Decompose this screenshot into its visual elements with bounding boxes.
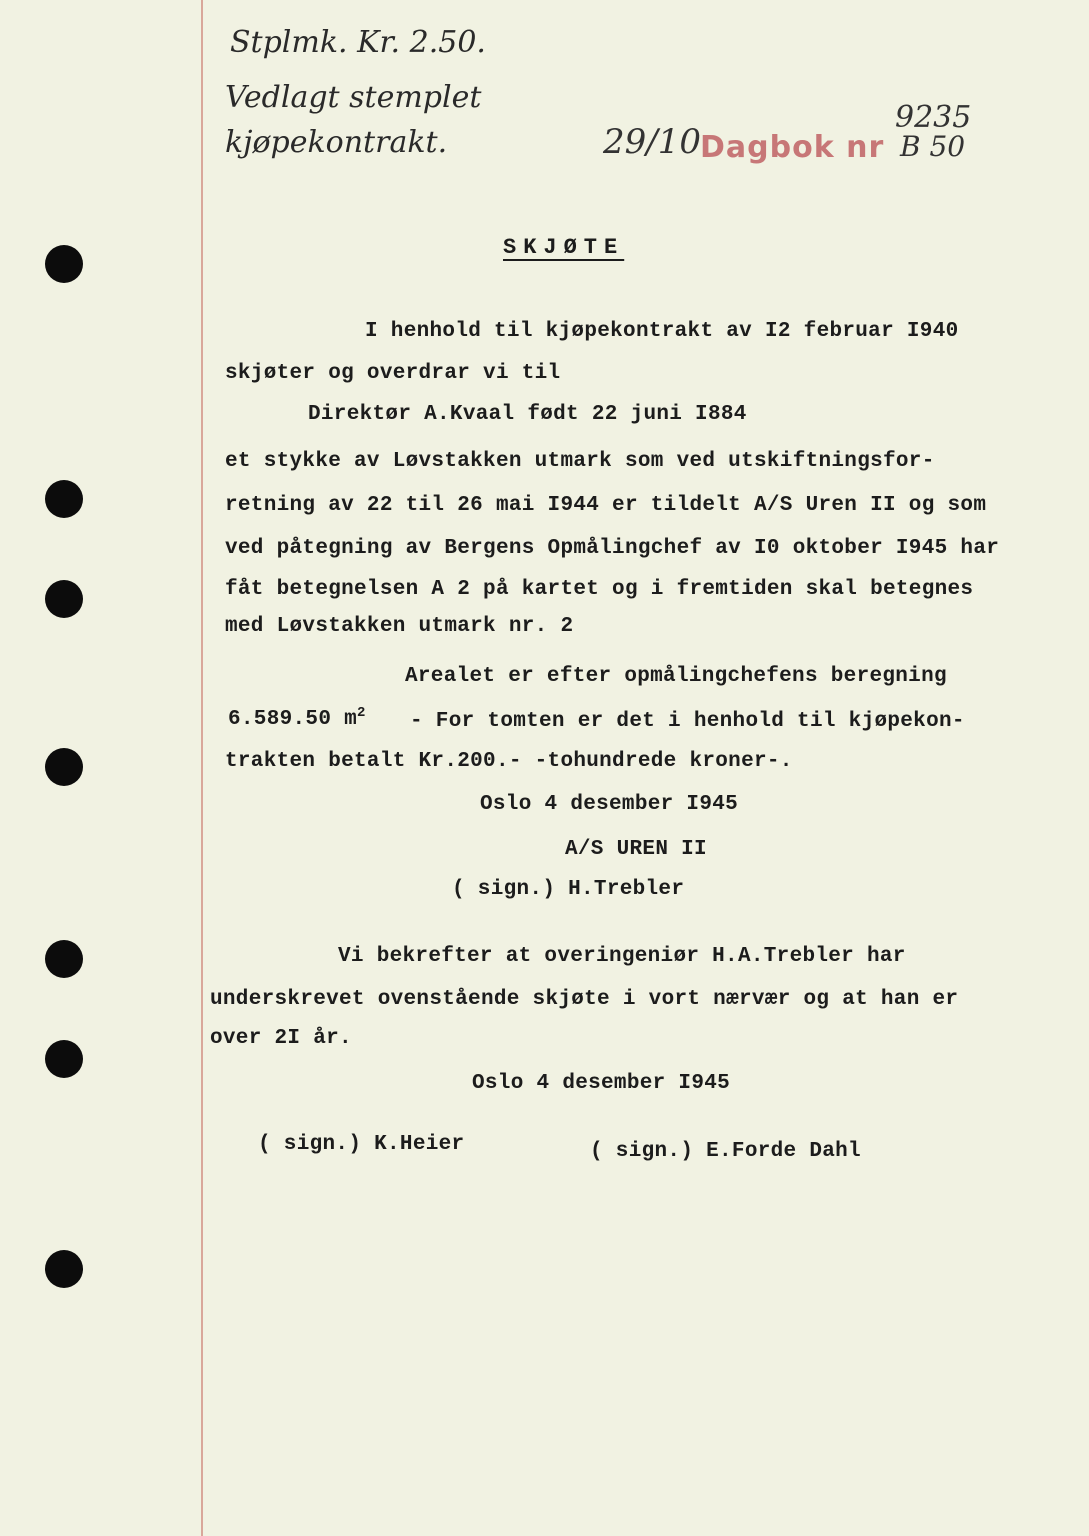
area-value-text: 6.589.50 m [228, 708, 358, 731]
text-line: ved påtegning av Bergens Opmålingchef av I0 oktober I945 har [225, 537, 1000, 560]
dagbok-stamp-label: Dagbok nr [700, 130, 885, 165]
handwritten-note-line: Vedlagt stemplet [225, 80, 482, 115]
text-line: et stykke av Løvstakken utmark som ved utskiftningsfor- [225, 450, 935, 473]
text-line: - For tomten er det i henhold til kjøpekon- [410, 710, 965, 733]
text-line: over 2I år. [210, 1027, 352, 1050]
signature-line: ( sign.) K.Heier [258, 1133, 465, 1156]
text-line: underskrevet ovenstående skjøte i vort nærvær og at han er [210, 988, 959, 1011]
text-line: med Løvstakken utmark nr. 2 [225, 615, 574, 638]
punch-hole [45, 480, 83, 518]
text-line: trakten betalt Kr.200.- -tohundrede kroner-. [225, 750, 793, 773]
text-line: Vi bekrefter at overingeniør H.A.Trebler har [338, 945, 906, 968]
handwritten-note-line: Stplmk. Kr. 2.50. [230, 25, 486, 60]
punch-hole [45, 1040, 83, 1078]
punch-hole [45, 940, 83, 978]
text-line: A/S UREN II [565, 838, 707, 861]
area-unit-superscript: 2 [357, 705, 366, 721]
text-line: fåt betegnelsen A 2 på kartet og i fremtiden skal betegnes [225, 578, 974, 601]
area-value [228, 705, 366, 731]
punch-hole [45, 748, 83, 786]
signature-line: ( sign.) E.Forde Dahl [590, 1140, 861, 1163]
text-line: skjøter og overdrar vi til [225, 362, 561, 385]
text-line: Oslo 4 desember I945 [472, 1072, 731, 1095]
text-line: I henhold til kjøpekontrakt av I2 februar I940 [365, 320, 959, 343]
stamp-date: 29/10 [603, 122, 701, 162]
dagbok-subnumber: B 50 [900, 130, 966, 163]
punch-hole [45, 245, 83, 283]
text-line: Oslo 4 desember I945 [480, 793, 739, 816]
punch-hole [45, 1250, 83, 1288]
text-line: ( sign.) H.Trebler [452, 878, 685, 901]
handwritten-note-line: kjøpekontrakt. [225, 125, 448, 160]
text-line: Direktør A.Kvaal født 22 juni I884 [308, 403, 747, 426]
punch-hole [45, 580, 83, 618]
margin-line [201, 0, 203, 1536]
dagbok-number: 9235 [895, 100, 972, 135]
text-line: Arealet er efter opmålingchefens beregning [405, 665, 947, 688]
text-line: retning av 22 til 26 mai I944 er tildelt A/S Uren II og som [225, 494, 987, 517]
document-title: SKJØTE [503, 235, 625, 260]
